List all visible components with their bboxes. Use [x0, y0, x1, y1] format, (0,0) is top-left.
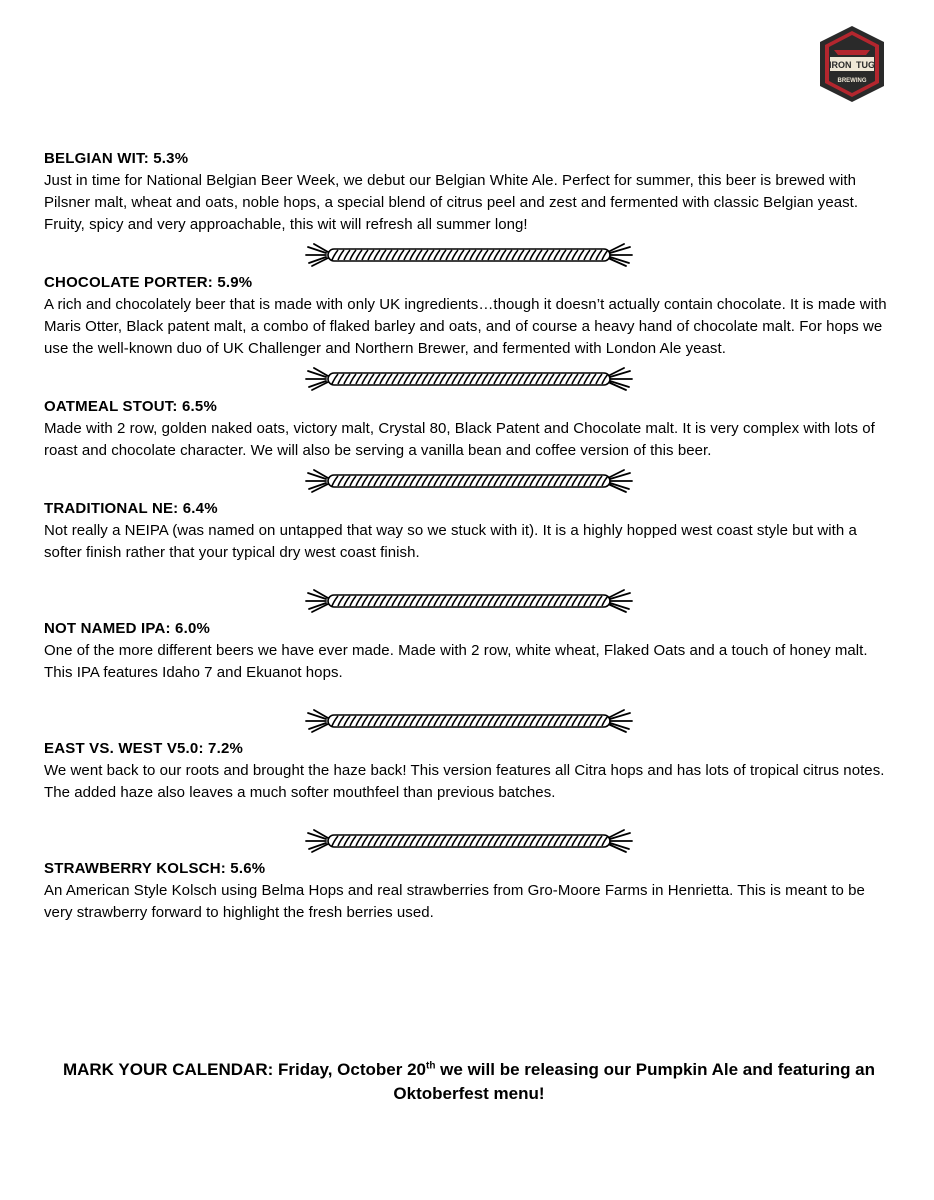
beer-description: One of the more different beers we have ever made. Made with 2 row, white wheat, Flaked Oats and a touch of honey malt. This IPA features Idaho 7 and Ekuanot hops.: [44, 642, 868, 681]
beer-not-named-ipa: [44, 618, 894, 684]
callout-text-start: MARK YOUR CALENDAR: Friday, October 20: [62, 1060, 426, 1079]
beer-menu: [44, 148, 894, 924]
logo-text-tug: TUG: [856, 60, 876, 70]
beer-belgian-wit: [44, 148, 894, 236]
beer-title: EAST VS. WEST V5.0: 7.2%: [44, 740, 244, 757]
beer-description: Not really a NEIPA (was named on untapped that way so we stuck with it). It is a highly hopped west coast style but with a softer finish rather that your typical dry west coast finish.: [44, 522, 857, 561]
logo-text-brewing: BREWING: [837, 78, 867, 84]
beer-description: A rich and chocolately beer that is made with only UK ingredients…though it doesn’t actually contain chocolate. It is made with Maris Otter, Black patent malt, a combo of flaked barley and oats, and of course a heavy hand of chocolate malt. For hops we use the well-known duo of UK Challenger and Northern Brewer, and fermented with London Ale yeast.: [44, 296, 887, 357]
beer-description: Just in time for National Belgian Beer Week, we debut our Belgian White Ale. Perfect for summer, this beer is brewed with Pilsner malt, wheat and oats, noble hops, a special blend of citrus peel and zest and fermented with classic Belgian yeast. Fruity, spicy and very approachable, this wit will refresh all summer long!: [44, 172, 859, 233]
rope-divider-icon: [304, 365, 634, 393]
svg-text:IRON TUG: [829, 60, 875, 70]
rope-divider-icon: [304, 827, 634, 855]
rope-divider-icon: [304, 467, 634, 495]
beer-chocolate-porter: [44, 272, 894, 360]
beer-description: Made with 2 row, golden naked oats, victory malt, Crystal 80, Black Patent and Chocolate malt. It is very complex with lots of roast and chocolate character. We will also be serving a vanilla bean and coffee version of this beer.: [44, 420, 875, 459]
rope-divider-icon: [304, 587, 634, 615]
beer-title: BELGIAN WIT: 5.3%: [44, 150, 189, 167]
rope-divider-icon: [304, 241, 634, 269]
callout-text-end: we will be releasing our Pumpkin Ale and featuring an Oktoberfest menu!: [393, 1060, 876, 1103]
beer-title: TRADITIONAL NE: 6.4%: [44, 500, 218, 517]
beer-description: We went back to our roots and brought the haze back! This version features all Citra hops and has lots of tropical citrus notes. The added haze also leaves a much softer mouthfeel than previous batches.: [44, 762, 885, 801]
rope-divider: [44, 586, 894, 616]
beer-title: OATMEAL STOUT: 6.5%: [44, 398, 217, 415]
rope-divider: [44, 466, 894, 496]
beer-oatmeal-stout: [44, 396, 894, 462]
beer-description: An American Style Kolsch using Belma Hops and real strawberries from Gro-Moore Farms in Henrietta. This is meant to be very strawberry forward to highlight the fresh berries used.: [44, 882, 865, 921]
rope-divider: [44, 240, 894, 270]
callout-superscript: th: [426, 1060, 436, 1072]
rope-divider: [44, 706, 894, 736]
beer-traditional-ne: [44, 498, 894, 564]
rope-divider: [44, 364, 894, 394]
logo-text-iron: IRON: [828, 60, 852, 70]
beer-title: CHOCOLATE PORTER: 5.9%: [44, 274, 253, 291]
calendar-callout: [44, 1058, 894, 1106]
rope-divider-icon: [304, 707, 634, 735]
iron-tug-logo: [814, 24, 890, 104]
logo-badge-icon: [814, 24, 890, 104]
beer-east-vs-west: [44, 738, 894, 804]
beer-title: NOT NAMED IPA: 6.0%: [44, 620, 211, 637]
beer-title: STRAWBERRY KOLSCH: 5.6%: [44, 860, 266, 877]
rope-divider: [44, 826, 894, 856]
beer-strawberry-kolsch: [44, 858, 894, 924]
